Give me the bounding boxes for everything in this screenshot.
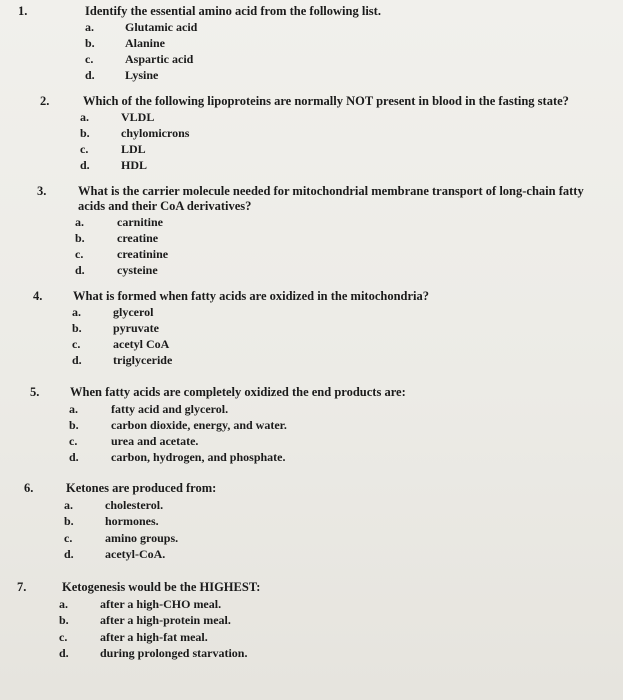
option-letter: b. [69, 418, 79, 432]
option-text: carbon, hydrogen, and phosphate. [111, 450, 286, 464]
option-text: acetyl CoA [113, 337, 170, 351]
question-number: 1. [18, 4, 28, 18]
question-number: 2. [40, 94, 50, 108]
question-text: Ketones are produced from: [66, 481, 217, 495]
option-text: carbon dioxide, energy, and water. [111, 418, 287, 432]
option-letter: a. [64, 498, 73, 512]
question-text: When fatty acids are completely oxidized the end products are: [70, 385, 406, 399]
option-letter: a. [80, 110, 89, 124]
option-letter: b. [75, 231, 85, 245]
option-letter: c. [72, 337, 81, 351]
option-letter: c. [75, 247, 84, 261]
option-text: after a high-protein meal. [100, 613, 231, 627]
option-text: creatinine [117, 247, 169, 261]
option-letter: c. [59, 630, 68, 644]
option-text: after a high-fat meal. [100, 630, 208, 644]
question-text: Identify the essential amino acid from the following list. [85, 4, 381, 18]
option-letter: a. [85, 20, 94, 34]
option-text: VLDL [121, 110, 155, 124]
option-text: Aspartic acid [125, 52, 194, 66]
option-text: pyruvate [113, 321, 159, 335]
option-text: LDL [121, 142, 146, 156]
option-text: carnitine [117, 215, 163, 229]
option-letter: c. [80, 142, 89, 156]
option-letter: d. [69, 450, 79, 464]
question-text: Which of the following lipoproteins are normally NOT present in blood in the fasting state? [83, 94, 569, 108]
option-text: after a high-CHO meal. [100, 597, 222, 611]
option-text: Alanine [125, 36, 166, 50]
option-letter: b. [80, 126, 90, 140]
option-text: Lysine [125, 68, 159, 82]
option-letter: a. [69, 402, 78, 416]
option-text: hormones. [105, 514, 159, 528]
option-text: triglyceride [113, 353, 173, 367]
option-letter: b. [64, 514, 74, 528]
question-number: 3. [37, 184, 47, 198]
option-letter: b. [85, 36, 95, 50]
option-letter: a. [72, 305, 81, 319]
option-text: cholesterol. [105, 498, 164, 512]
option-letter: d. [80, 158, 90, 172]
option-text: acetyl-CoA. [105, 547, 166, 561]
option-letter: b. [72, 321, 82, 335]
option-text: amino groups. [105, 531, 179, 545]
option-text: cysteine [117, 263, 158, 277]
question-text: Ketogenesis would be the HIGHEST: [62, 580, 261, 594]
option-text: glycerol [113, 305, 154, 319]
question-number: 5. [30, 385, 40, 399]
option-letter: a. [75, 215, 84, 229]
option-letter: c. [69, 434, 78, 448]
option-text: HDL [121, 158, 148, 172]
question-number: 4. [33, 289, 43, 303]
option-text: fatty acid and glycerol. [111, 402, 229, 416]
option-text: urea and acetate. [111, 434, 199, 448]
option-letter: d. [72, 353, 82, 367]
option-text: Glutamic acid [125, 20, 198, 34]
question-number: 6. [24, 481, 34, 495]
question-text-line-1: What is the carrier molecule needed for mitochondrial membrane transport of long-chain fatty [78, 184, 584, 198]
option-letter: c. [85, 52, 94, 66]
option-text: during prolonged starvation. [100, 646, 248, 660]
option-text: creatine [117, 231, 159, 245]
option-letter: a. [59, 597, 68, 611]
option-letter: c. [64, 531, 73, 545]
option-letter: d. [64, 547, 74, 561]
option-letter: d. [59, 646, 69, 660]
option-letter: b. [59, 613, 69, 627]
question-text-line-2: acids and their CoA derivatives? [78, 199, 252, 213]
option-letter: d. [75, 263, 85, 277]
question-text: What is formed when fatty acids are oxidized in the mitochondria? [73, 289, 430, 303]
option-letter: d. [85, 68, 95, 82]
question-number: 7. [17, 580, 27, 594]
option-text: chylomicrons [121, 126, 190, 140]
